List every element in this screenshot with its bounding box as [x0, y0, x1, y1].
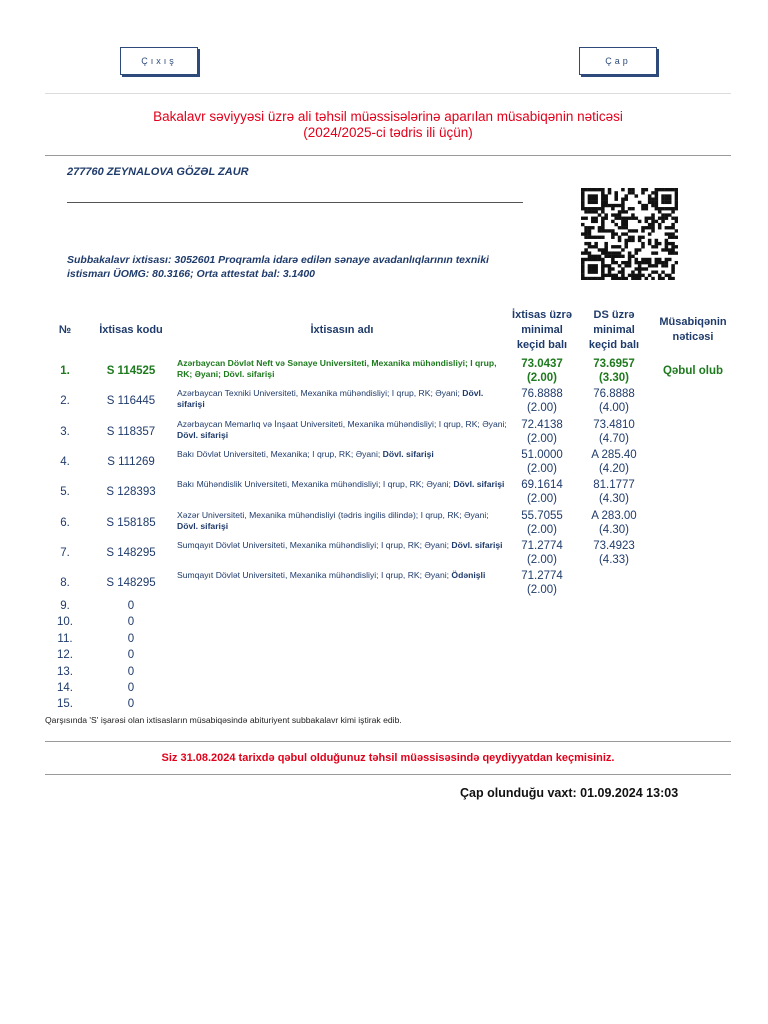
- program-code: 0: [127, 698, 135, 711]
- row-number: 9.: [60, 600, 70, 612]
- row-number: 15.: [57, 698, 73, 711]
- program-code: 0: [127, 616, 135, 629]
- ds-score: [579, 418, 649, 446]
- ds-score-sub: (4.00): [598, 402, 630, 414]
- print-button[interactable]: Çap: [579, 47, 657, 75]
- program-name-text: Sumqayıt Dövlət Universiteti, Mexanika mühəndisliyi; I qrup, RK; Əyani;: [177, 540, 450, 550]
- program-code: S 128393: [106, 486, 156, 498]
- funding-type: Dövl. sifarişi: [177, 388, 484, 409]
- ds-score: [579, 509, 649, 537]
- ds-score: [579, 357, 649, 385]
- program-name-text: Azərbaycan Memarlıq və İnşaat Universiteti, Mexanika mühəndisliyi; I qrup, RK; Əyani;: [177, 419, 507, 429]
- program-code: 0: [127, 632, 135, 645]
- program-name-text: Bakı Dövlət Universiteti, Mexanika; I qrup, RK; Əyani;: [177, 449, 381, 459]
- ds-score-value: 73.4810: [593, 419, 635, 431]
- ds-score-value: 73.6957: [593, 358, 635, 370]
- ds-score: [579, 448, 649, 476]
- header-result-line: nəticəsi: [672, 331, 714, 343]
- min-score-sub: (2.00): [526, 402, 558, 414]
- ds-score: [579, 539, 649, 567]
- header-min-line: minimal: [521, 324, 563, 336]
- funding-type: Ödənişli: [451, 570, 486, 580]
- page-title: [45, 109, 731, 141]
- header-no: №: [58, 324, 72, 336]
- program-name-text: Azərbaycan Texniki Universiteti, Mexanika mühəndisliyi; I qrup, RK; Əyani;: [177, 388, 460, 398]
- ds-score-sub: (4.30): [598, 524, 630, 536]
- min-score: [507, 539, 577, 567]
- ds-score-value: A 283.00: [591, 510, 637, 522]
- program-code: 0: [127, 682, 135, 694]
- min-score-value: 72.4138: [521, 419, 563, 431]
- header-ds-line: DS üzrə: [593, 309, 635, 321]
- ds-score-sub: (4.33): [598, 554, 630, 566]
- program-name: [177, 510, 507, 532]
- program-code: S 116445: [106, 395, 156, 407]
- program-name: [177, 570, 507, 581]
- title-line-2: (2024/2025-ci tədris ili üçün): [303, 125, 473, 140]
- row-number: 14.: [57, 682, 73, 694]
- min-score-value: 76.8888: [521, 388, 563, 400]
- funding-type: Dövl. sifarişi: [382, 449, 434, 459]
- subbachelor-line-1: Subbakalavr ixtisası: 3052601 Proqramla idarə edilən sənaye avadanlıqlarının texniki: [67, 254, 489, 266]
- header-result: [650, 315, 736, 345]
- divider: [67, 202, 523, 203]
- program-name-text: Bakı Mühəndislik Universiteti, Mexanika mühəndisliyi; I qrup, RK; Əyani;: [177, 479, 451, 489]
- program-name: [177, 540, 507, 551]
- row-number: 1.: [60, 365, 70, 377]
- row-number: 3.: [60, 426, 70, 438]
- min-score: [507, 387, 577, 415]
- ds-score-value: 81.1777: [593, 479, 635, 491]
- funding-type: Dövl. sifarişi: [177, 430, 229, 440]
- min-score-value: 73.0437: [521, 358, 563, 370]
- program-code: 0: [127, 665, 135, 678]
- program-name: [177, 449, 507, 460]
- subbachelor-line-2: istismarı ÜOMG: 80.3166; Orta attestat bal: 3.1400: [67, 268, 316, 280]
- exit-button[interactable]: Çıxış: [120, 47, 198, 75]
- ds-score-value: 76.8888: [593, 388, 635, 400]
- ds-score-sub: (4.70): [598, 433, 630, 445]
- row-number: 10.: [57, 616, 73, 629]
- program-code: 0: [127, 600, 135, 612]
- ds-score: [579, 478, 649, 506]
- min-score-sub: (2.00): [526, 493, 558, 505]
- ds-score: [579, 387, 649, 415]
- row-number: 6.: [60, 517, 70, 529]
- min-score-sub: (2.00): [526, 372, 558, 384]
- min-score-sub: (2.00): [526, 554, 558, 566]
- program-code: S 118357: [106, 426, 156, 438]
- row-number: 7.: [60, 547, 70, 559]
- header-ds-line: minimal: [593, 324, 635, 336]
- ds-score-value: 73.4923: [593, 540, 635, 552]
- footnote: Qarşısında 'S' işarəsi olan ixtisasların müsabiqəsində abituriyent subbakalavr kimi iştirak edib.: [45, 715, 402, 725]
- min-score: [507, 478, 577, 506]
- program-code: 0: [127, 649, 135, 662]
- print-timestamp: Çap olunduğu vaxt: 01.09.2024 13:03: [460, 786, 679, 800]
- row-number: 11.: [57, 632, 73, 645]
- program-name: [177, 479, 507, 490]
- row-number: 12.: [57, 649, 73, 662]
- funding-type: Dövl. sifarişi: [177, 521, 229, 531]
- row-number: 5.: [60, 486, 70, 498]
- subbachelor-info: [67, 253, 547, 281]
- min-score-value: 71.2774: [521, 570, 563, 582]
- header-result-line: Müsabiqənin: [659, 316, 727, 328]
- registration-notice: Siz 31.08.2024 tarixdə qəbul olduğunuz təhsil müəssisəsində qeydiyyatdan keçmisiniz.: [161, 752, 615, 764]
- row-number: 2.: [60, 395, 70, 407]
- program-code: S 114525: [106, 365, 156, 377]
- min-score-value: 71.2774: [521, 540, 563, 552]
- min-score-sub: (2.00): [526, 584, 558, 596]
- min-score-sub: (2.00): [526, 433, 558, 445]
- min-score: [507, 509, 577, 537]
- row-number: 13.: [57, 665, 73, 678]
- divider: [45, 155, 731, 156]
- min-score-sub: (2.00): [526, 463, 558, 475]
- program-code: S 111269: [107, 456, 155, 468]
- program-name: [177, 419, 507, 441]
- ds-score-sub: (4.20): [598, 463, 630, 475]
- program-name-text: Azərbaycan Dövlət Neft və Sənaye Universiteti, Mexanika mühəndisliyi; I qrup, RK; Əyani; Dövl. sifarişi: [177, 358, 497, 379]
- min-score-value: 55.7055: [521, 510, 563, 522]
- program-code: S 158185: [106, 517, 156, 529]
- header-ds: [579, 308, 649, 353]
- divider: [45, 774, 731, 775]
- min-score: [507, 418, 577, 446]
- program-code: S 148295: [106, 547, 156, 559]
- program-name-text: Sumqayıt Dövlət Universiteti, Mexanika mühəndisliyi; I qrup, RK; Əyani;: [177, 570, 450, 580]
- ds-score-value: A 285.40: [591, 449, 637, 461]
- qr-code: [581, 188, 678, 280]
- min-score-value: 51.0000: [521, 449, 563, 461]
- funding-type: Dövl. sifarişi: [453, 479, 505, 489]
- min-score: [507, 448, 577, 476]
- program-name: [177, 388, 507, 410]
- ds-score-sub: (4.30): [598, 493, 630, 505]
- program-name: [177, 358, 507, 380]
- min-score: [507, 357, 577, 385]
- program-code: S 148295: [106, 577, 156, 589]
- title-line-1: Bakalavr səviyyəsi üzrə ali təhsil müəssisələrinə aparılan müsabiqənin nəticəsi: [153, 109, 623, 124]
- header-name: İxtisasın adı: [310, 324, 374, 336]
- ds-score-sub: (3.30): [598, 372, 630, 384]
- header-code: İxtisas kodu: [99, 324, 163, 336]
- header-min-line: keçid balı: [516, 339, 568, 351]
- row-number: 8.: [60, 577, 70, 589]
- program-name-text: Xəzər Universiteti, Mexanika mühəndisliyi (tədris ingilis dilində); I qrup, RK; Əyani;: [177, 510, 489, 520]
- row-number: 4.: [60, 456, 70, 468]
- divider: [45, 741, 731, 742]
- min-score-value: 69.1614: [521, 479, 563, 491]
- header-ds-line: keçid balı: [588, 339, 640, 351]
- min-score-sub: (2.00): [526, 524, 558, 536]
- divider: [45, 93, 731, 94]
- student-name: 277760 ZEYNALOVA GÖZƏL ZAUR: [67, 166, 249, 178]
- header-min-line: İxtisas üzrə: [512, 309, 572, 321]
- header-min: [507, 308, 577, 353]
- min-score: [507, 569, 577, 597]
- result-status: Qəbul olub: [662, 365, 724, 377]
- funding-type: Dövl. sifarişi: [451, 540, 503, 550]
